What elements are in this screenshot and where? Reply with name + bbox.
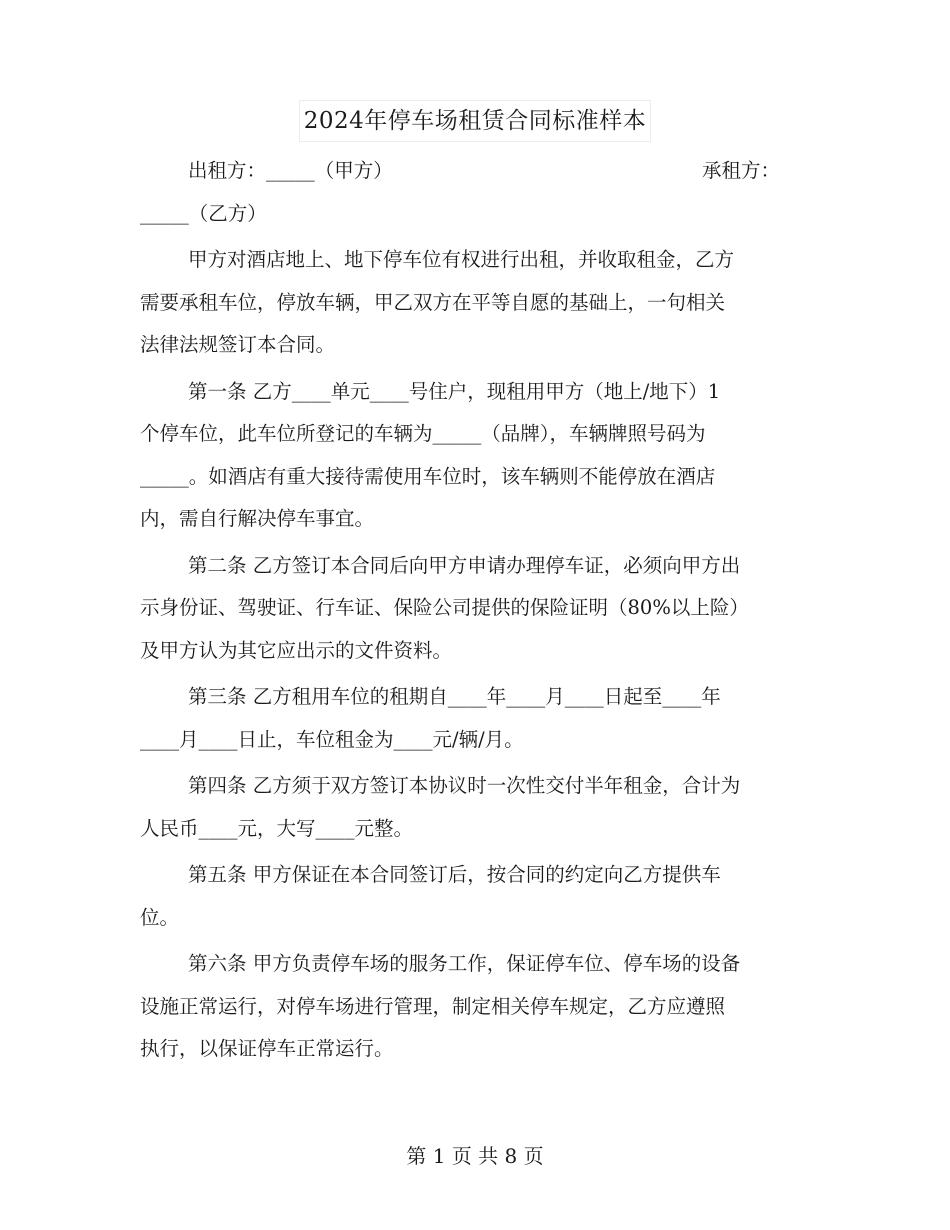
paragraph-line: 需要承租车位，停放车辆，甲乙双方在平等自愿的基础上，一句相关 bbox=[140, 290, 726, 314]
title-wrapper bbox=[0, 100, 950, 142]
paragraph-line: 人民币____元，大写____元整。 bbox=[140, 816, 414, 840]
paragraph-line: _____。如酒店有重大接待需使用车位时，该车辆则不能停放在酒店 bbox=[140, 464, 716, 488]
paragraph-article-3 bbox=[140, 676, 810, 761]
lessor-text: 出租方：_____（甲方） bbox=[188, 159, 393, 182]
paragraph-line: 法律法规签订本合同。 bbox=[140, 333, 336, 356]
paragraph-line: ____月____日止，车位租金为____元/辆/月。 bbox=[140, 727, 524, 751]
paragraph-article-2 bbox=[140, 545, 810, 673]
paragraph-article-6 bbox=[140, 943, 810, 1071]
paragraph-article-4 bbox=[140, 765, 810, 850]
paragraph-line: 示身份证、驾驶证、行车证、保险公司提供的保险证明（80%以上险） bbox=[140, 596, 749, 619]
paragraph-line: 设施正常运行，对停车场进行管理，制定相关停车规定，乙方应遵照 bbox=[140, 994, 726, 1018]
paragraph-line: 第四条 乙方须于双方签订本协议时一次性交付半年租金，合计为 bbox=[188, 774, 741, 797]
paragraph-article-5 bbox=[140, 854, 810, 939]
paragraph-line: 甲方对酒店地上、地下停车位有权进行出租，并收取租金，乙方 bbox=[188, 248, 735, 271]
paragraph-intro bbox=[140, 239, 810, 367]
paragraph-line: 第六条 甲方负责停车场的服务工作，保证停车位、停车场的设备 bbox=[188, 952, 741, 975]
document-title: 2024年停车场租赁合同标准样本 bbox=[299, 100, 652, 142]
paragraph-line: 个停车位，此车位所登记的车辆为_____（品牌），车辆牌照号码为 bbox=[140, 422, 706, 445]
page-footer: 第 1 页 共 8 页 bbox=[406, 1144, 544, 1168]
lessee-value-line bbox=[140, 193, 810, 236]
document-body bbox=[140, 150, 810, 1071]
paragraph-line: 及甲方认为其它应出示的文件资料。 bbox=[140, 638, 453, 662]
lessee-value: _____（乙方） bbox=[140, 201, 267, 225]
paragraph-article-1 bbox=[140, 371, 810, 541]
paragraph-line: 内，需自行解决停车事宜。 bbox=[140, 507, 375, 530]
paragraph-line: 位。 bbox=[140, 905, 180, 929]
lessee-label: 承租方： bbox=[701, 159, 780, 182]
paragraph-line: 第二条 乙方签订本合同后向甲方申请办理停车证，必须向甲方出 bbox=[188, 553, 741, 577]
paragraph-line: 第五条 甲方保证在本合同签订后，按合同的约定向乙方提供车 bbox=[188, 863, 721, 886]
paragraph-line: 第一条 乙方____单元____号住户，现租用甲方（地上/地下）1 bbox=[188, 379, 721, 403]
paragraph-line: 第三条 乙方租用车位的租期自____年____月____日起至____年 bbox=[188, 685, 721, 708]
parties-line bbox=[140, 150, 810, 193]
paragraph-line: 执行，以保证停车正常运行。 bbox=[140, 1037, 394, 1060]
